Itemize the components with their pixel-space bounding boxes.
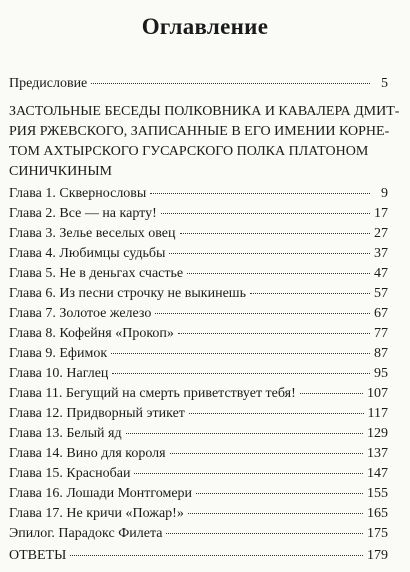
page-title: Оглавление — [141, 14, 269, 39]
dot-leader — [155, 312, 370, 314]
toc-entry-label: Глава 7. Золотое железо — [9, 306, 152, 321]
toc-entry — [9, 344, 388, 364]
section-heading-line: ЗАСТОЛЬНЫЕ БЕСЕДЫ ПОЛКОВНИКА И КАВАЛЕРА ДМИТ- — [9, 104, 400, 119]
dot-leader — [161, 212, 370, 214]
toc-entry — [9, 204, 388, 224]
section-heading-line: ТОМ АХТЫРСКОГО ГУСАРСКОГО ПОЛКА ПЛАТОНОМ — [9, 144, 369, 159]
toc-entry-page: 37 — [374, 246, 388, 261]
toc-entry-label: Глава 11. Бегущий на смерть приветствует тебя! — [9, 386, 296, 401]
toc-entry — [9, 484, 388, 504]
toc-entry-label: Глава 5. Не в деньгах счастье — [9, 266, 184, 281]
dot-leader — [188, 512, 363, 514]
toc-entry-label: Эпилог. Парадокс Филета — [9, 526, 163, 541]
toc-entry-page: 117 — [367, 406, 388, 421]
toc-entry — [9, 304, 388, 324]
dot-leader — [180, 232, 370, 234]
section-heading — [9, 102, 400, 182]
toc-entry-label: Глава 3. Зелье веселых овец — [9, 226, 176, 241]
toc-entry-page: 155 — [367, 486, 388, 501]
toc-entry-page: 57 — [374, 286, 388, 301]
dot-leader — [134, 472, 363, 474]
toc-entry-label: Глава 2. Все — на карту! — [9, 206, 157, 221]
toc-entry-label: Глава 17. Не кричи «Пожар!» — [9, 506, 184, 521]
toc-entry — [9, 424, 388, 444]
dot-leader — [126, 432, 363, 434]
toc-entry-page: 137 — [367, 446, 388, 461]
toc-entry-page: 107 — [367, 386, 388, 401]
toc-entry-page: 5 — [381, 76, 388, 91]
toc-entry — [9, 364, 388, 384]
toc-entry-preface — [9, 74, 388, 94]
toc-entry — [9, 224, 388, 244]
toc-entry-page: 95 — [374, 366, 388, 381]
toc-entry-answers — [9, 546, 388, 566]
toc-entry-label: Глава 15. Краснобаи — [9, 466, 131, 481]
toc-entry-page: 77 — [374, 326, 388, 341]
toc-entry-page: 47 — [374, 266, 388, 281]
dot-leader — [189, 412, 364, 414]
toc-entry-label: Глава 1. Сквернословы — [9, 186, 147, 201]
dot-leader — [178, 332, 370, 334]
toc-entry-page: 179 — [367, 548, 388, 563]
toc-entry-label: Глава 9. Ефимок — [9, 346, 108, 361]
toc-entry-page: 147 — [367, 466, 388, 481]
dot-leader — [250, 292, 370, 294]
dot-leader — [112, 372, 370, 374]
dot-leader — [111, 352, 370, 354]
toc-entry-page: 17 — [374, 206, 388, 221]
section-heading-line: СИНИЧКИНЫМ — [9, 164, 112, 179]
toc-entry-label: Глава 4. Любимцы судьбы — [9, 246, 166, 261]
toc-entry — [9, 444, 388, 464]
toc-entry — [9, 284, 388, 304]
toc-entry — [9, 324, 388, 344]
toc-entry — [9, 504, 388, 524]
dot-leader — [170, 452, 363, 454]
toc-entry — [9, 464, 388, 484]
dot-leader — [150, 192, 370, 194]
toc-entry — [9, 184, 388, 204]
dot-leader — [70, 554, 363, 556]
dot-leader — [196, 492, 363, 494]
toc-entry-page: 129 — [367, 426, 388, 441]
toc-entry-label: Предисловие — [9, 76, 88, 91]
toc-entry — [9, 264, 388, 284]
dot-leader — [166, 532, 363, 534]
toc-entry — [9, 404, 388, 424]
toc-entry-label: Глава 8. Кофейня «Прокоп» — [9, 326, 174, 341]
dot-leader — [91, 82, 370, 84]
toc-entry-page: 27 — [374, 226, 388, 241]
toc-entry-label: Глава 14. Вино для короля — [9, 446, 166, 461]
dot-leader — [169, 252, 370, 254]
section-heading-line: РИЯ РЖЕВСКОГО, ЗАПИСАННЫЕ В ЕГО ИМЕНИИ КОРНЕ- — [9, 124, 390, 139]
toc-entry-label: Глава 6. Из песни строчку не выкинешь — [9, 286, 246, 301]
toc-entry-label: Глава 16. Лошади Монтгомери — [9, 486, 193, 501]
dot-leader — [300, 392, 363, 394]
toc-entry-label: Глава 13. Белый яд — [9, 426, 122, 441]
toc-entry-page: 87 — [374, 346, 388, 361]
toc-entry — [9, 384, 388, 404]
toc-entry-label: Глава 10. Наглец — [9, 366, 109, 381]
toc-entry-page: 67 — [374, 306, 388, 321]
toc-entry — [9, 524, 388, 544]
toc-entry-page: 165 — [367, 506, 388, 521]
dot-leader — [187, 272, 370, 274]
toc-entry-page: 175 — [367, 526, 388, 541]
toc-entry-label: ОТВЕТЫ — [9, 548, 67, 563]
toc-entry — [9, 244, 388, 264]
toc-entry-page: 9 — [381, 186, 388, 201]
toc-entry-label: Глава 12. Придворный этикет — [9, 406, 185, 421]
